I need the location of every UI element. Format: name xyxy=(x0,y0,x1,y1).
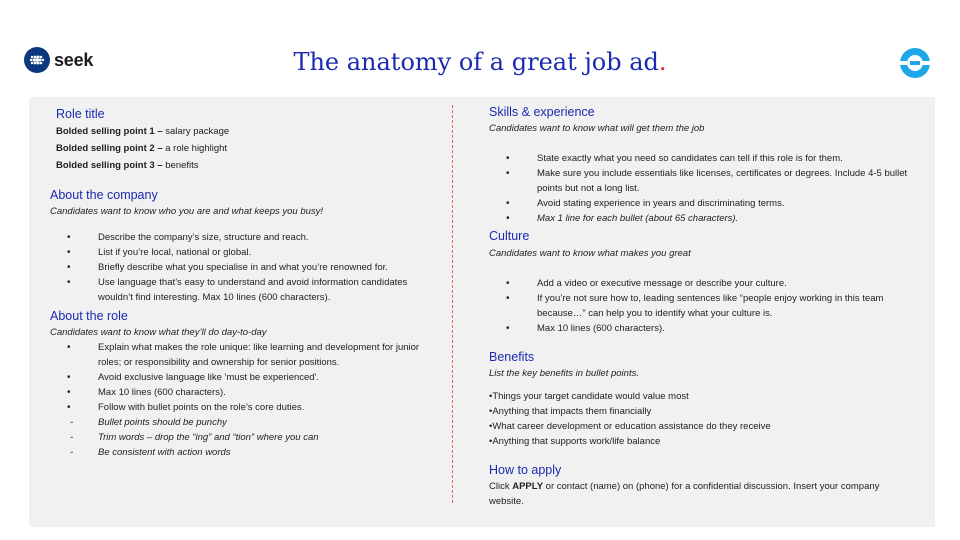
how-to-apply-text xyxy=(489,479,909,509)
about-role-section xyxy=(50,308,420,460)
culture-heading: Culture xyxy=(489,229,530,243)
selling-point-bold: Bolded selling point 1 – xyxy=(56,126,163,137)
selling-point xyxy=(56,141,420,156)
benefits-list xyxy=(489,389,909,449)
right-column xyxy=(489,104,909,509)
dash-item: - Trim words – drop the “ing” and “tion” where you can xyxy=(50,430,420,445)
culture-list xyxy=(489,276,909,336)
dash-item: - Bullet points should be punchy xyxy=(50,415,420,430)
role-title-section xyxy=(50,106,420,173)
culture-subtitle: Candidates want to know what makes you great xyxy=(489,248,691,259)
list-item: • Briefly describe what you specialise in and what you’re renowned for. xyxy=(50,260,420,275)
benefits-heading: Benefits xyxy=(489,350,535,364)
apply-text-before: Click xyxy=(489,481,513,492)
list-item: • Explain what makes the role unique: like learning and development for junior roles; or responsibility and ownership for senior positions. xyxy=(50,340,420,370)
selling-point xyxy=(56,158,420,173)
dash-item: - Be consistent with action words xyxy=(50,445,420,460)
list-item: • Max 1 line for each bullet (about 65 characters). xyxy=(489,211,909,226)
selling-point-bold: Bolded selling point 3 – xyxy=(56,160,163,171)
skills-subtitle: Candidates want to know what will get them the job xyxy=(489,123,705,134)
list-item: • Max 10 lines (600 characters). xyxy=(489,321,909,336)
benefits-subtitle: List the key benefits in bullet points. xyxy=(489,368,639,379)
apply-text-after: or contact (name) on (phone) for a confidential discussion. Insert your company website. xyxy=(489,481,880,507)
about-company-heading: About the company xyxy=(50,188,158,202)
logo-text: seek xyxy=(54,49,94,70)
page-title xyxy=(0,48,960,76)
list-item: • Max 10 lines (600 characters). xyxy=(50,385,420,400)
selling-point-text: a role highlight xyxy=(162,143,228,154)
benefit-item: •Anything that impacts them financially xyxy=(489,406,652,417)
about-role-subtitle: Candidates want to know what they’ll do day-to-day xyxy=(50,327,267,338)
benefits-section xyxy=(489,349,909,449)
title-dot: . xyxy=(658,48,667,76)
selling-point-bold: Bolded selling point 2 – xyxy=(56,143,163,154)
benefit-item: •Anything that supports work/life balance xyxy=(489,436,661,447)
about-company-section xyxy=(50,187,420,305)
benefit-item: •Things your target candidate would value most xyxy=(489,391,689,402)
how-to-apply-heading: How to apply xyxy=(489,463,562,477)
role-title-heading: Role title xyxy=(56,107,105,121)
list-item: • Follow with bullet points on the role’s core duties. xyxy=(50,400,420,415)
skills-section xyxy=(489,104,909,226)
how-to-apply-section xyxy=(489,462,909,509)
list-item: • Avoid exclusive language like 'must be experienced'. xyxy=(50,370,420,385)
selling-point xyxy=(56,124,420,139)
culture-section xyxy=(489,228,909,336)
about-role-list xyxy=(50,340,420,460)
list-item: • List if you’re local, national or global. xyxy=(50,245,420,260)
list-item: • Make sure you include essentials like licenses, certificates or degrees. Include 4-5 bullet points but not a long list. xyxy=(489,166,909,196)
brand-mark-icon xyxy=(898,46,932,85)
selling-point-text: benefits xyxy=(162,160,199,171)
benefit-item: •What career development or education assistance do they receive xyxy=(489,421,771,432)
skills-list xyxy=(489,151,909,226)
selling-point-text: salary package xyxy=(162,126,230,137)
list-item: • Add a video or executive message or describe your culture. xyxy=(489,276,909,291)
left-column xyxy=(50,106,420,460)
list-item: • Avoid stating experience in years and discriminating terms. xyxy=(489,196,909,211)
skills-heading: Skills & experience xyxy=(489,105,595,119)
list-item: • State exactly what you need so candidates can tell if this role is for them. xyxy=(489,151,909,166)
column-divider xyxy=(452,105,453,503)
page-title-text: The anatomy of a great job ad xyxy=(293,48,659,76)
about-company-subtitle: Candidates want to know who you are and what keeps you busy! xyxy=(50,206,324,217)
list-item: • Describe the company’s size, structure and reach. xyxy=(50,230,420,245)
list-item: • If you’re not sure how to, leading sentences like “people enjoy working in this team because…” can help you to identify what your culture is. xyxy=(489,291,909,321)
apply-keyword: APPLY xyxy=(512,481,544,492)
list-item: • Use language that’s easy to understand and avoid information candidates wouldn’t find interesting. Max 10 lines (600 characters). xyxy=(50,275,420,305)
about-role-heading: About the role xyxy=(50,309,128,323)
about-company-list xyxy=(50,230,420,305)
